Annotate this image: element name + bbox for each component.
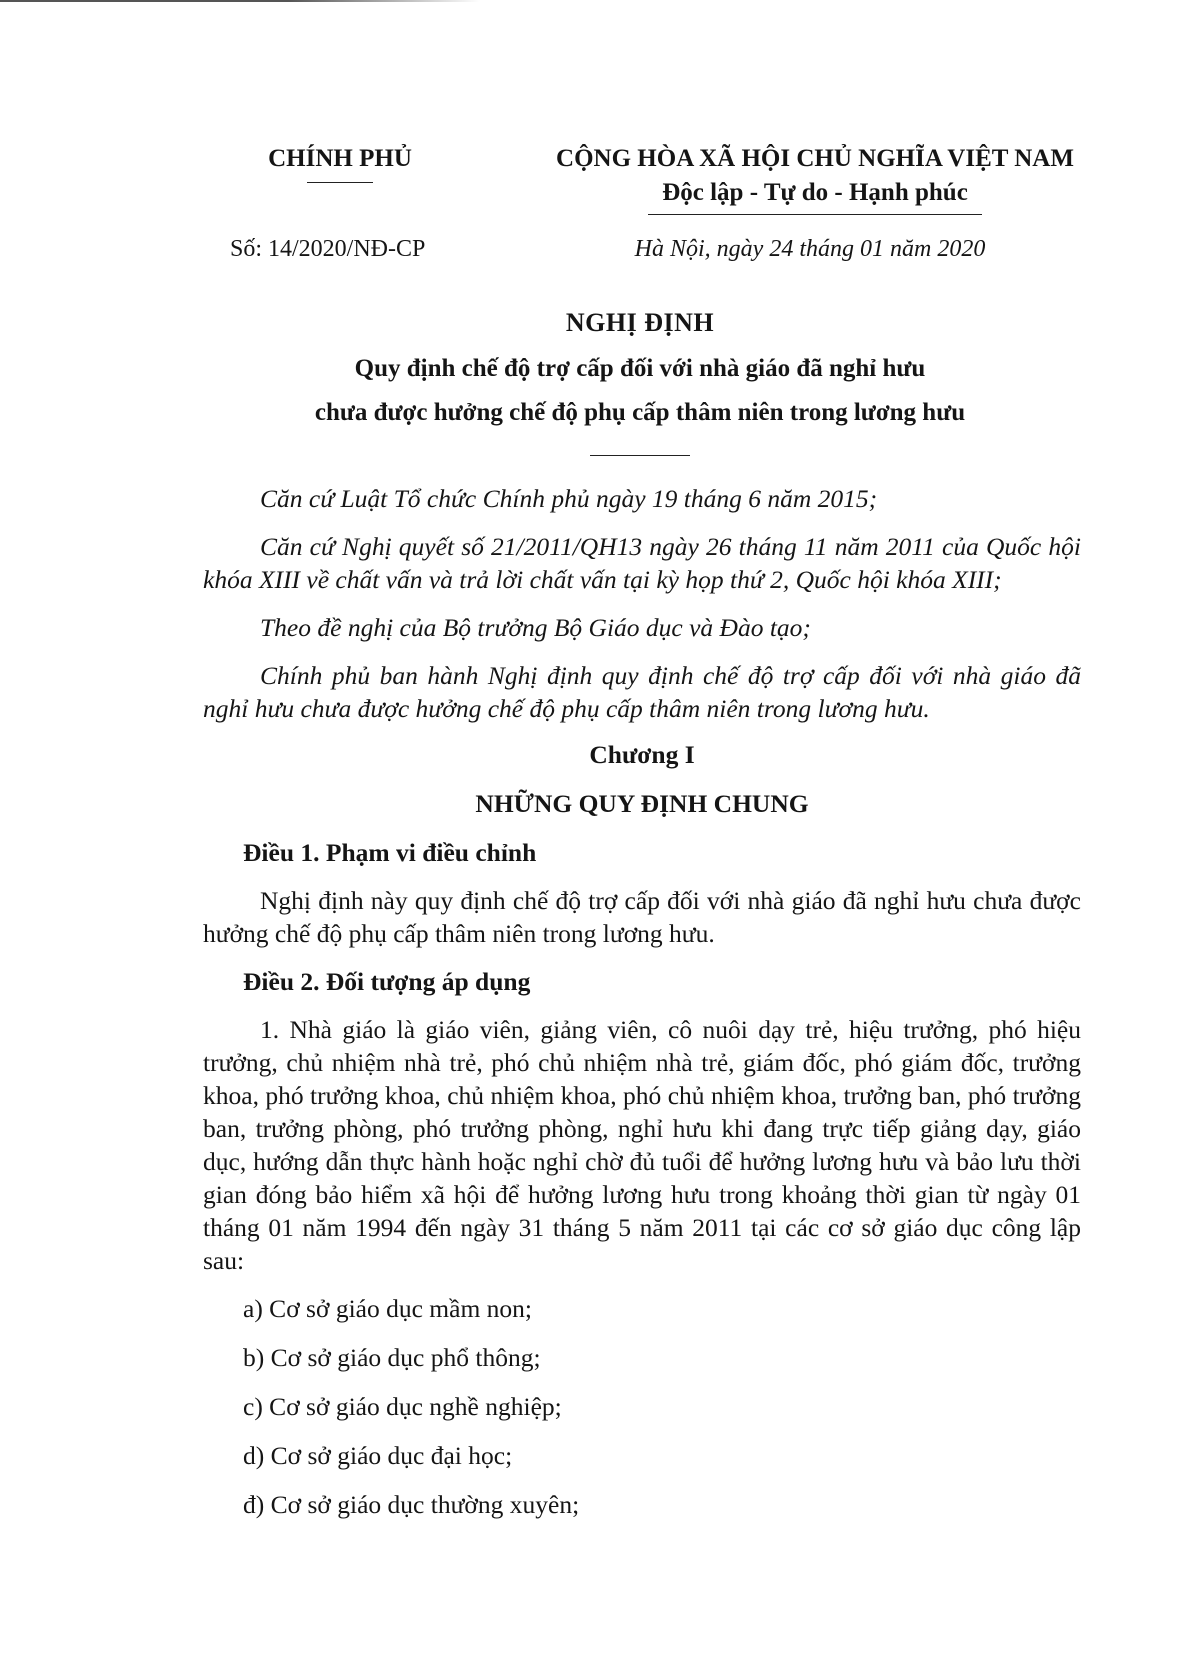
list-item: đ) Cơ sở giáo dục thường xuyên; <box>243 1490 580 1519</box>
agency-underline <box>307 182 373 183</box>
list-item: d) Cơ sở giáo dục đại học; <box>243 1441 513 1470</box>
preamble-4: Chính phủ ban hành Nghị định quy định chế độ trợ cấp đối với nhà giáo đã nghỉ hưu chưa được hưởng chế độ phụ cấp thâm niên trong lương hưu. <box>203 661 1081 723</box>
motto-underline <box>648 214 982 215</box>
article-1-heading: Điều 1. Phạm vi điều chỉnh <box>243 838 537 867</box>
preamble-2: Căn cứ Nghị quyết số 21/2011/QH13 ngày 26 tháng 11 năm 2011 của Quốc hội khóa XIII về chất vấn và trả lời chất vấn tại kỳ họp thứ 2, Quốc hội khóa XIII; <box>203 532 1081 594</box>
national-header <box>530 142 1100 215</box>
article-2-heading: Điều 2. Đối tượng áp dụng <box>243 967 531 996</box>
scan-edge-line <box>0 0 480 2</box>
document-number: Số: 14/2020/NĐ-CP <box>230 236 426 262</box>
article-1-text: Nghị định này quy định chế độ trợ cấp đối với nhà giáo đã nghỉ hưu chưa được hưởng chế độ phụ cấp thâm niên trong lương hưu. <box>203 886 1081 948</box>
agency-header <box>230 142 450 183</box>
chapter-name: NHỮNG QUY ĐỊNH CHUNG <box>475 789 809 818</box>
title-underline <box>590 455 690 456</box>
document-title-block <box>200 305 1080 456</box>
document-subtitle-line2: chưa được hưởng chế độ phụ cấp thâm niên trong lương hưu <box>314 399 966 426</box>
article-2-clause-1: 1. Nhà giáo là giáo viên, giảng viên, cô nuôi dạy trẻ, hiệu trưởng, phó hiệu trưởng, chủ nhiệm nhà trẻ, phó chủ nhiệm nhà trẻ, giám đốc, phó giám đốc, trưởng khoa, phó trưởng khoa, chủ nhiệm khoa, phó chủ nhiệm khoa, trưởng ban, phó trưởng ban, trưởng phòng, phó trưởng phòng, nghỉ hưu khi đang trực tiếp giảng dạy, giáo dục, hướng dẫn thực hành hoặc nghỉ chờ đủ tuổi để hưởng lương hưu và bảo lưu thời gian đóng bảo hiểm xã hội để hưởng lương hưu trong khoảng thời gian từ ngày 01 tháng 01 năm 1994 đến ngày 31 tháng 5 năm 2011 tại các cơ sở giáo dục công lập sau: <box>203 1015 1081 1275</box>
document-type: NGHỊ ĐỊNH <box>565 308 715 337</box>
preamble-3: Theo đề nghị của Bộ trưởng Bộ Giáo dục và Đào tạo; <box>260 613 811 642</box>
chapter-number: Chương I <box>589 740 695 769</box>
agency-name: CHÍNH PHỦ <box>268 145 412 172</box>
nation-name: CỘNG HÒA XÃ HỘI CHỦ NGHĨA VIỆT NAM <box>556 145 1074 172</box>
motto: Độc lập - Tự do - Hạnh phúc <box>662 179 968 206</box>
document-body <box>203 482 1081 1537</box>
preamble-1: Căn cứ Luật Tổ chức Chính phủ ngày 19 tháng 6 năm 2015; <box>260 484 878 513</box>
list-item: c) Cơ sở giáo dục nghề nghiệp; <box>243 1392 562 1421</box>
place-date: Hà Nội, ngày 24 tháng 01 năm 2020 <box>634 236 986 262</box>
document-subtitle-line1: Quy định chế độ trợ cấp đối với nhà giáo đã nghỉ hưu <box>354 355 926 382</box>
list-item: a) Cơ sở giáo dục mầm non; <box>243 1294 533 1323</box>
list-item: b) Cơ sở giáo dục phổ thông; <box>243 1343 541 1372</box>
